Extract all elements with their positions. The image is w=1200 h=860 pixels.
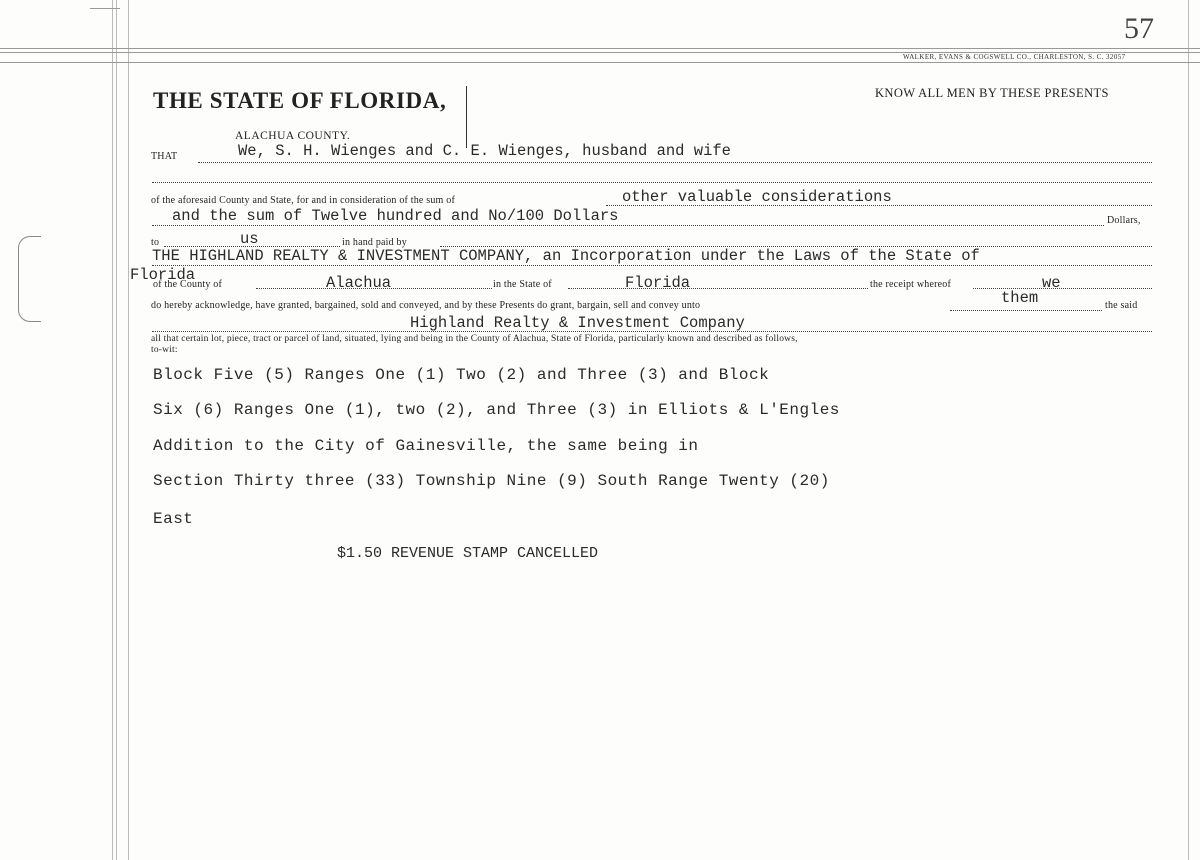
receipt-label: the receipt whereof [870, 279, 951, 290]
revenue-stamp-note: $1.50 REVENUE STAMP CANCELLED [337, 545, 599, 562]
margin-rule-left-text [128, 0, 129, 860]
county-value: Alachua [326, 274, 392, 292]
the-said-label: the said [1105, 300, 1138, 311]
consideration-label: of the aforesaid County and State, for and in consideration of the sum of [151, 195, 455, 206]
brace-mark [466, 86, 467, 148]
sum-value: and the sum of Twelve hundred and No/100 Dollars [172, 207, 619, 225]
header-rule-bottom [0, 62, 1200, 63]
receipt-dotline [973, 288, 1152, 289]
know-all-men: KNOW ALL MEN BY THESE PRESENTS [875, 86, 1109, 100]
margin-rule-right [1188, 0, 1189, 860]
paid-by-label: in hand paid by [342, 237, 407, 248]
sum-dotline [152, 225, 1104, 226]
description-line-5: East [153, 510, 194, 528]
description-line-2: Six (6) Ranges One (1), two (2), and Three (3) in Elliots & L'Engles [153, 401, 840, 419]
margin-rule-left-inner [116, 0, 117, 860]
acknowledge-text: do hereby acknowledge, have granted, bargained, sold and conveyed, and by these Presents do grant, bargain, sell and convey unto [151, 300, 701, 311]
state-value: Florida [625, 274, 691, 292]
description-line-4: Section Thirty three (33) Township Nine (9) South Range Twenty (20) [153, 472, 830, 490]
grantee-name: Highland Realty & Investment Company [410, 314, 745, 332]
that-label: THAT [151, 151, 178, 162]
of-county-label: of the County of [153, 279, 223, 290]
state-title: THE STATE OF FLORIDA, [153, 88, 447, 113]
in-state-label: in the State of [493, 279, 552, 290]
grantee-name-dotline [152, 331, 1152, 332]
description-line-3: Addition to the City of Gainesville, the same being in [153, 437, 699, 455]
land-description-text: all that certain lot, piece, tract or parcel of land, situated, lying and being in the County of Alachua, State of Florida, particularly known and described as follows, [151, 334, 798, 344]
state-dotline [568, 288, 868, 289]
to-label: to [151, 237, 160, 248]
county-label: ALACHUA COUNTY. [235, 130, 351, 142]
header-rule-top [0, 48, 1200, 49]
punch-hole-mark [18, 236, 41, 322]
margin-rule-left-outer [112, 0, 113, 860]
grantor-dotline [198, 162, 1152, 163]
to-wit-label: to-wit: [151, 345, 178, 355]
consideration-value: other valuable considerations [622, 188, 892, 206]
grantee-line-2: Florida [130, 266, 196, 284]
receipt-value: we [1042, 274, 1061, 292]
unto-value: them [1001, 289, 1039, 307]
grantee-dotline [152, 265, 1152, 266]
unto-dotline [950, 310, 1102, 311]
dollars-label: Dollars, [1107, 215, 1141, 226]
printer-imprint: WALKER, EVANS & COGSWELL CO., CHARLESTON, S. C. 32057 [903, 53, 1126, 61]
grantee-line-1: THE HIGHLAND REALTY & INVESTMENT COMPANY, an Incorporation under the Laws of the State of [152, 247, 980, 265]
blank-dotline [152, 182, 1152, 183]
description-line-1: Block Five (5) Ranges One (1) Two (2) and Three (3) and Block [153, 366, 770, 384]
grantors-value: We, S. H. Wienges and C. E. Wienges, husband and wife [238, 142, 731, 160]
to-value: us [240, 230, 259, 248]
top-rule-fragment [90, 8, 120, 9]
page-number: 57 [1124, 12, 1154, 45]
